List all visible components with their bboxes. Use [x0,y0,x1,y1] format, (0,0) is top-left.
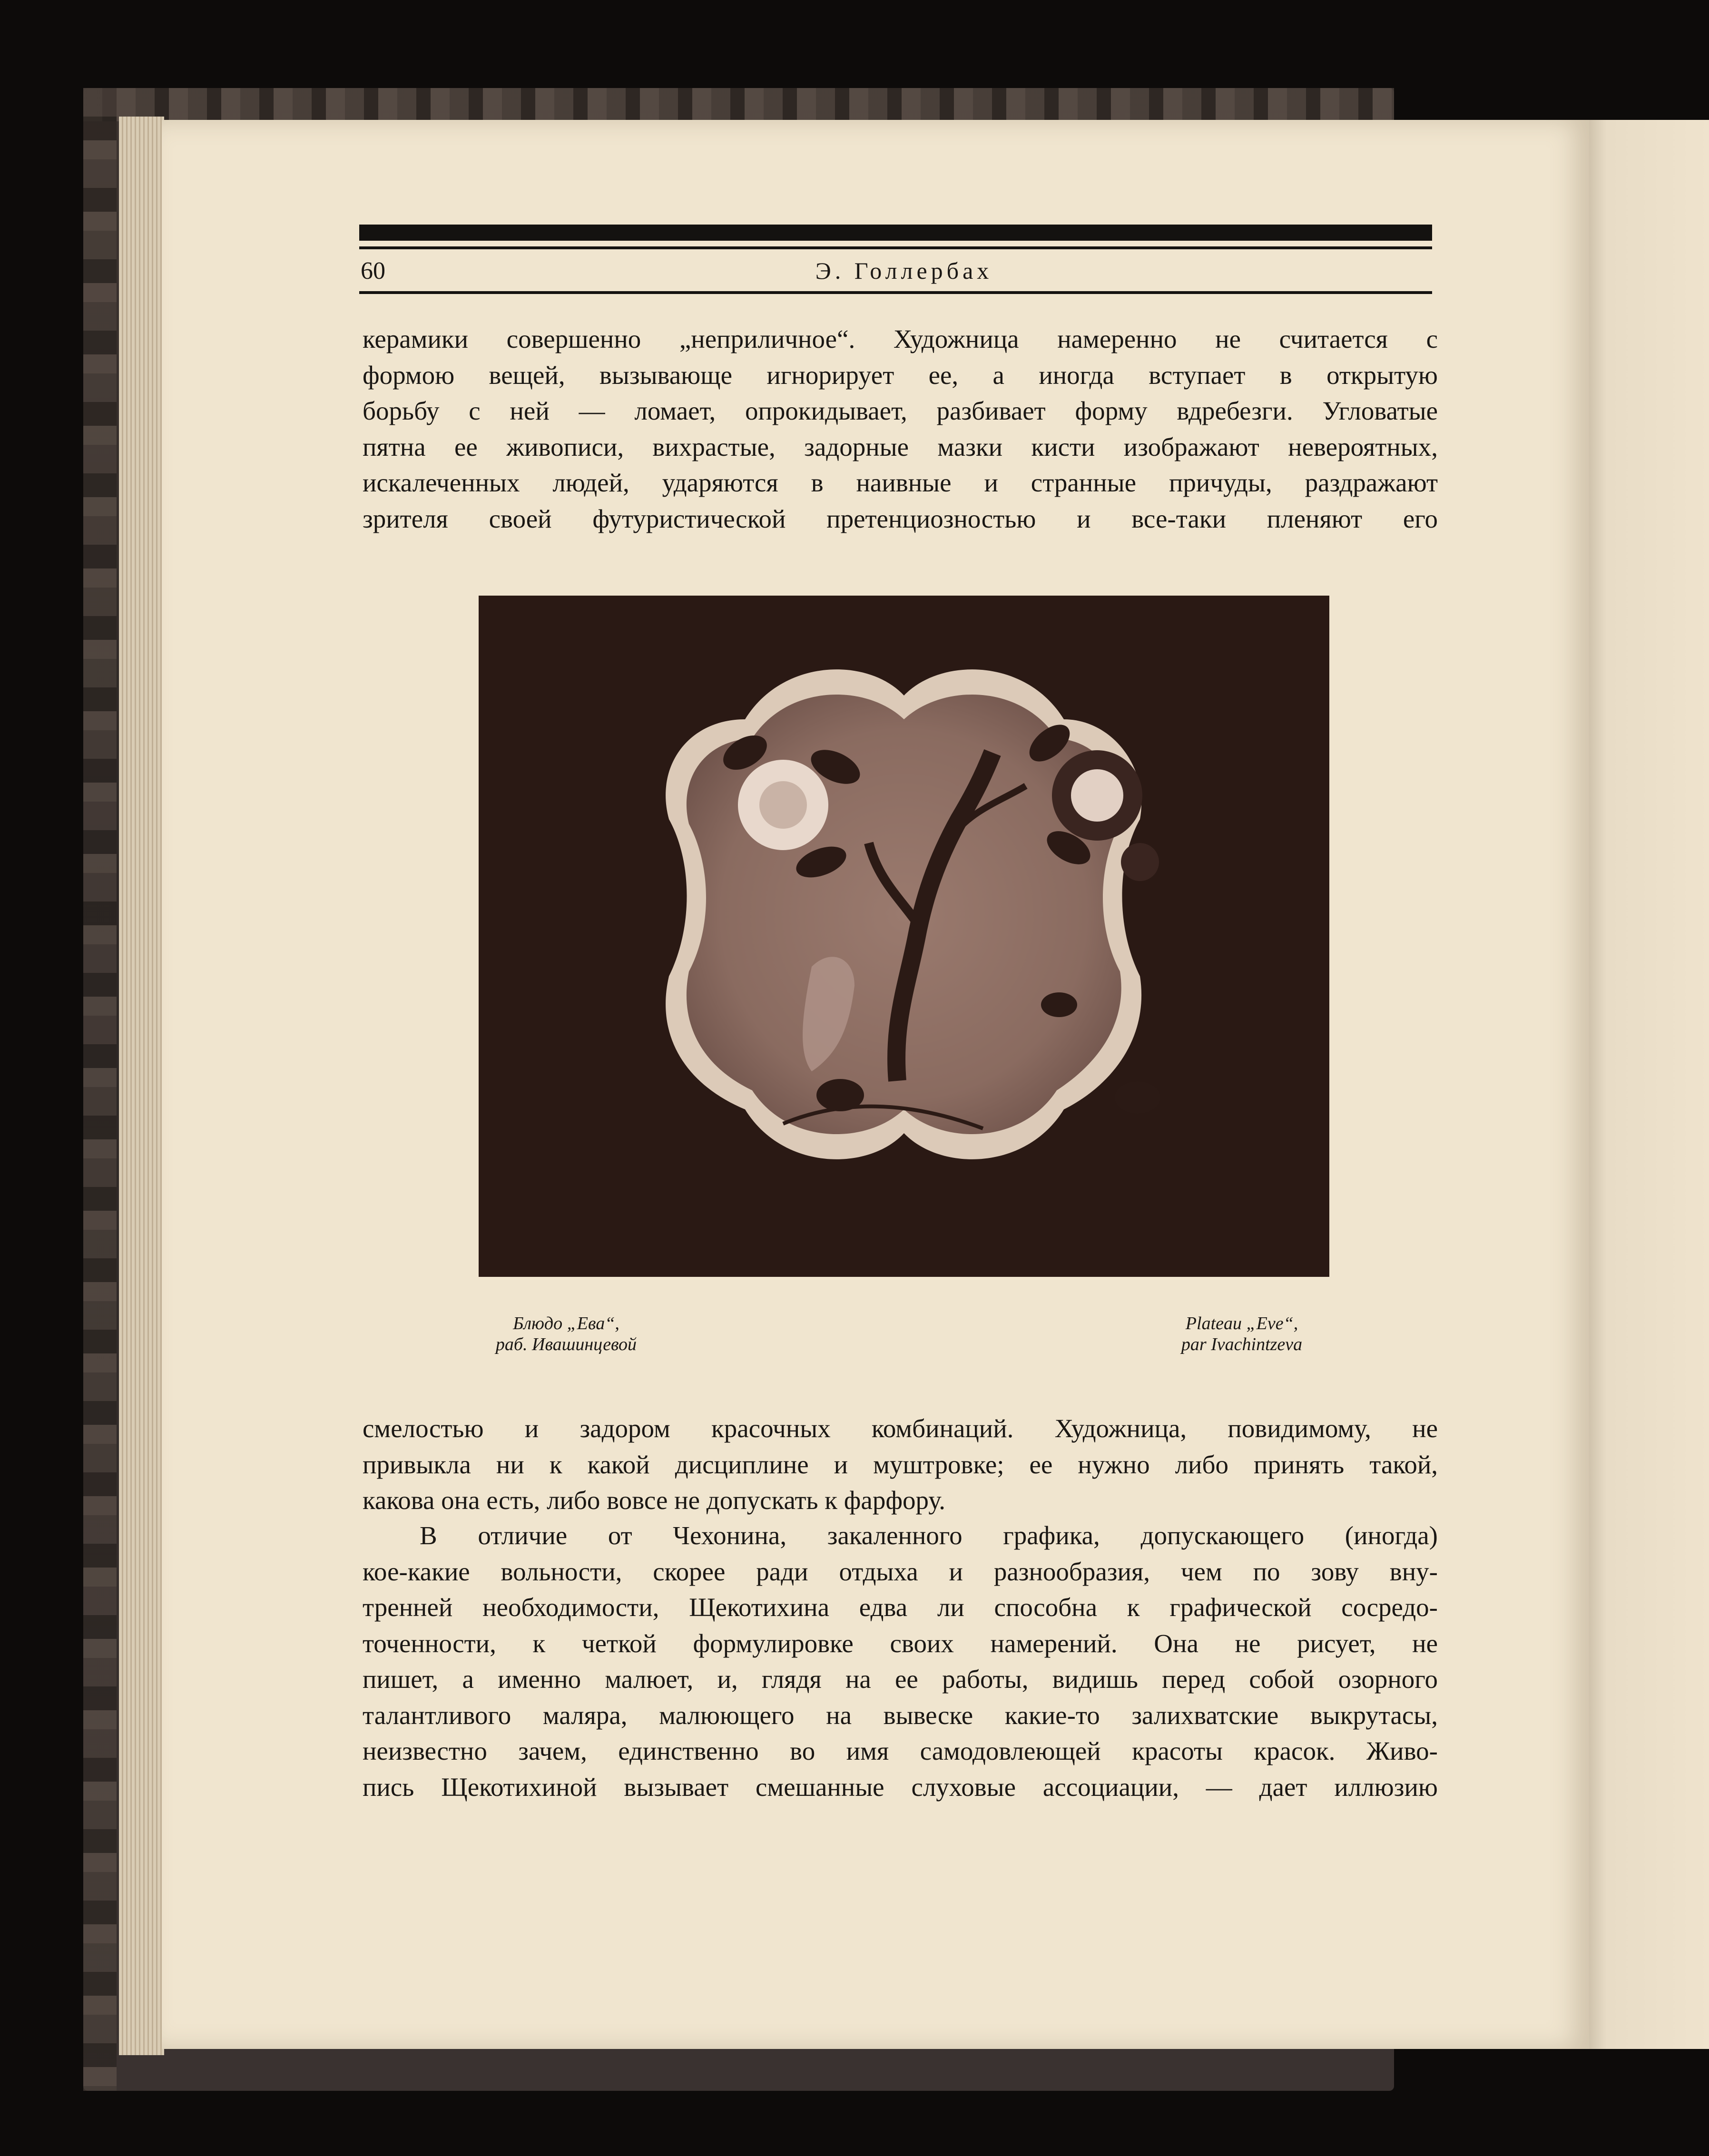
text-top-paragraph [363,321,1438,537]
caption-fr-line1: Plateau „Eve“, [1185,1313,1298,1333]
caption-russian [457,1313,676,1355]
text-line: точенности, к четкой формулировке своих намерений. Она не рисует, не [363,1628,1438,1658]
text-line: кое-какие вольности, скорее ради отдыха и разнообразия, чем по зову вну- [363,1557,1438,1586]
text-line: неизвестно зачем, единственно во имя самодовлеющей красоты красок. Живо- [363,1736,1438,1765]
text-line: формою вещей, вызывающе игнорирует ее, а иногда вступает в открытую [363,360,1438,390]
text-bottom-paragraph-2 [363,1518,1438,1805]
text-line: борьбу с ней — ломает, опрокидывает, разбивает форму вдребезги. Угловатые [363,396,1438,425]
text-line: смелостью и задором красочных комбинаций. Художница, повидимому, не [363,1414,1438,1443]
caption-ru-line1: Блюдо „Ева“, [513,1313,619,1333]
page-stack-edges [119,117,164,2055]
text-line: зрителя своей футуристической претенциозностью и все-таки пленяют его [363,504,1438,533]
cover-top-edge [83,88,1394,121]
text-line: пись Щекотихиной вызывает смешанные слуховые ассоциации, — дает иллюзию [363,1772,1438,1802]
plate-eve-illustration [479,596,1329,1277]
text-line: какова она есть, либо вовсе не допускать к фарфору. [363,1486,945,1515]
caption-fr-line2: par Ivachintzeva [1181,1334,1303,1354]
header-rule-thin-bottom [359,291,1432,294]
text-line: пятна ее живописи, вихрастые, задорные мазки кисти изображают невероятных, [363,432,1438,461]
text-line: тренней необходимости, Щекотихина едва ли способна к графической сосредо- [363,1593,1438,1622]
text-line: В отличие от Чехонина, закаленного графика, допускающего (иногда) [420,1521,1438,1550]
text-line: керамики совершенно „неприличное“. Художница намеренно не считается с [363,324,1438,353]
header-rule-thick [359,225,1432,241]
cover-left-edge [83,88,117,2091]
page-number: 60 [361,257,385,284]
caption-french [1132,1313,1351,1355]
header-rule-thin-top [359,246,1432,249]
text-line: привыкла ни к какой дисциплине и муштровке; ее нужно либо принять такой, [363,1450,1438,1479]
text-line: талантливого маляра, малюющего на вывеске какие-то залихватские выкрутасы, [363,1700,1438,1730]
text-line: пишет, а именно малюет, и, глядя на ее работы, видишь перед собой озорного [363,1665,1438,1694]
caption-ru-line2: раб. Ивашинцевой [495,1334,637,1354]
text-line: искалеченных людей, ударяются в наивные и странные причуды, раздражают [363,468,1438,497]
running-head-author: Э. Голлербах [815,257,993,284]
text-bottom-paragraph-1 [363,1411,1438,1519]
plate-photograph [479,596,1329,1277]
facing-page-edge [1572,120,1709,2049]
